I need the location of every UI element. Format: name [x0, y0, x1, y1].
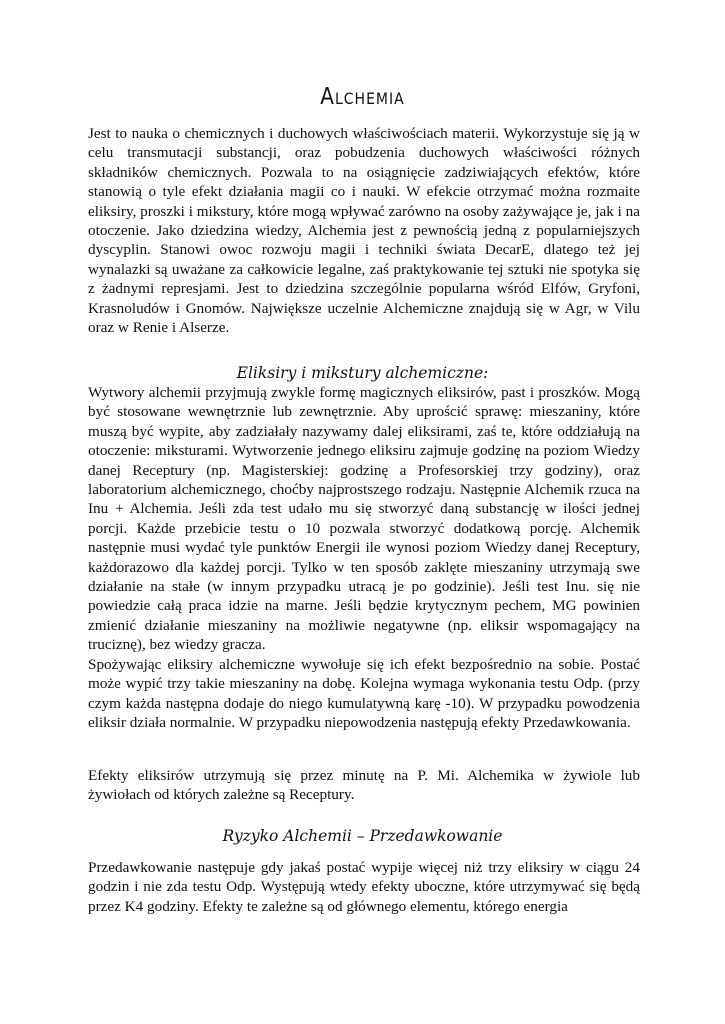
intro-paragraph: Jest to nauka o chemicznych i duchowych właściwościach materii. Wykorzystuje się ją w celu transmutacji substancji, oraz pobudzenia duchowych właściwości różnych składników chemicznych. Pozwala to na osiągnięcie zadziwiających efektów, które stanowią o tyle efekt działania magii co i nauki. W efekcie otrzymać można rozmaite eliksiry, proszki i mikstury, które mogą wpływać zarówno na osoby zażywające je, jak i na otoczenie. Jako dziedzina wiedzy, Alchemia jest z pewnością jedną z popularniejszych dyscyplin. Stanowi owoc rozwoju magii i techniki świata DecarE, dlatego też jej wynalazki są uważane za całkowicie legalne, zaś praktykowanie tej sztuki nie spotyka się z żadnymi represjami. Jest to dziedzina szczególnie popularna wśród Elfów, Gryfoni, Krasnoludów i Gnomów. Największe uczelnie Alchemiczne znajdują się w Agr, w Vilu oraz w Renie i Alserze.: [88, 125, 640, 337]
overdose-paragraph-1: Przedawkowanie następuje gdy jakaś postać wypije więcej niż trzy eliksiry w ciągu 24 godzin i nie zda testu Odp. Występują wtedy efekty uboczne, które utrzymywać się będą przez K4 godziny. Efekty te zależne są od głównego elementu, którego energia: [88, 859, 640, 915]
page-title: Alchemia: [320, 82, 405, 110]
elixirs-paragraph-1: Wytwory alchemii przyjmują zwykle formę magicznych eliksirów, past i proszków. Mogą być stosowane wewnętrznie lub zewnętrznie. Aby uprościć sprawę: mieszaniny, które muszą być wypite, aby zadziałały nazywamy dalej eliksirami, zaś te, które oddziałują na otoczenie: miksturami. Wytworzenie jednego eliksiru zajmuje godzinę na poziom Wiedzy danej Receptury (np. Magisterskiej: godzinę a Profesorskiej trzy godziny), oraz laboratorium alchemicznego, choćby najprostszego rodzaju. Następnie Alchemik rzuca na Inu + Alchemia. Jeśli zda test udało mu się stworzyć daną substancję w ilości jednej porcji. Każde przebicie testu o 10 pozwala stworzyć dodatkową porcję. Alchemik następnie musi wydać tyle punktów Energii ile wynosi poziom Wiedzy danej Receptury, każdorazowo dla każdej porcji. Tylko w ten sposób zaklęte mieszaniny utrzymają swe działanie na stałe (w innym przypadku utracą je po godzinie). Jeśli test Inu. się nie powiedzie całą praca idzie na marne. Jeśli będzie krytycznym pechem, MG powinien zmienić działanie mieszaniny na możliwie negatywne (np. eliksir wspomagający na truciznę), bez wiedzy gracza.: [88, 384, 640, 654]
elixirs-paragraph-3: Efekty eliksirów utrzymują się przez minutę na P. Mi. Alchemika w żywiole lub żywiołach od których zależne są Receptury.: [88, 767, 640, 804]
section-heading-elixirs: Eliksiry i mikstury alchemiczne:: [236, 364, 489, 382]
elixirs-paragraph-2: Spożywając eliksiry alchemiczne wywołuje się ich efekt bezpośrednio na sobie. Postać może wypić trzy takie mieszaniny na dobę. Kolejna wymaga wykonania testu Odp. (przy czym każda następna dodaje do niego kumulatywną karę -10). W przypadku powodzenia eliksir działa normalnie. W przypadku niepowodzenia następują efekty Przedawkowania.: [88, 656, 640, 732]
section-heading-overdose: Ryzyko Alchemii – Przedawkowanie: [222, 827, 503, 845]
